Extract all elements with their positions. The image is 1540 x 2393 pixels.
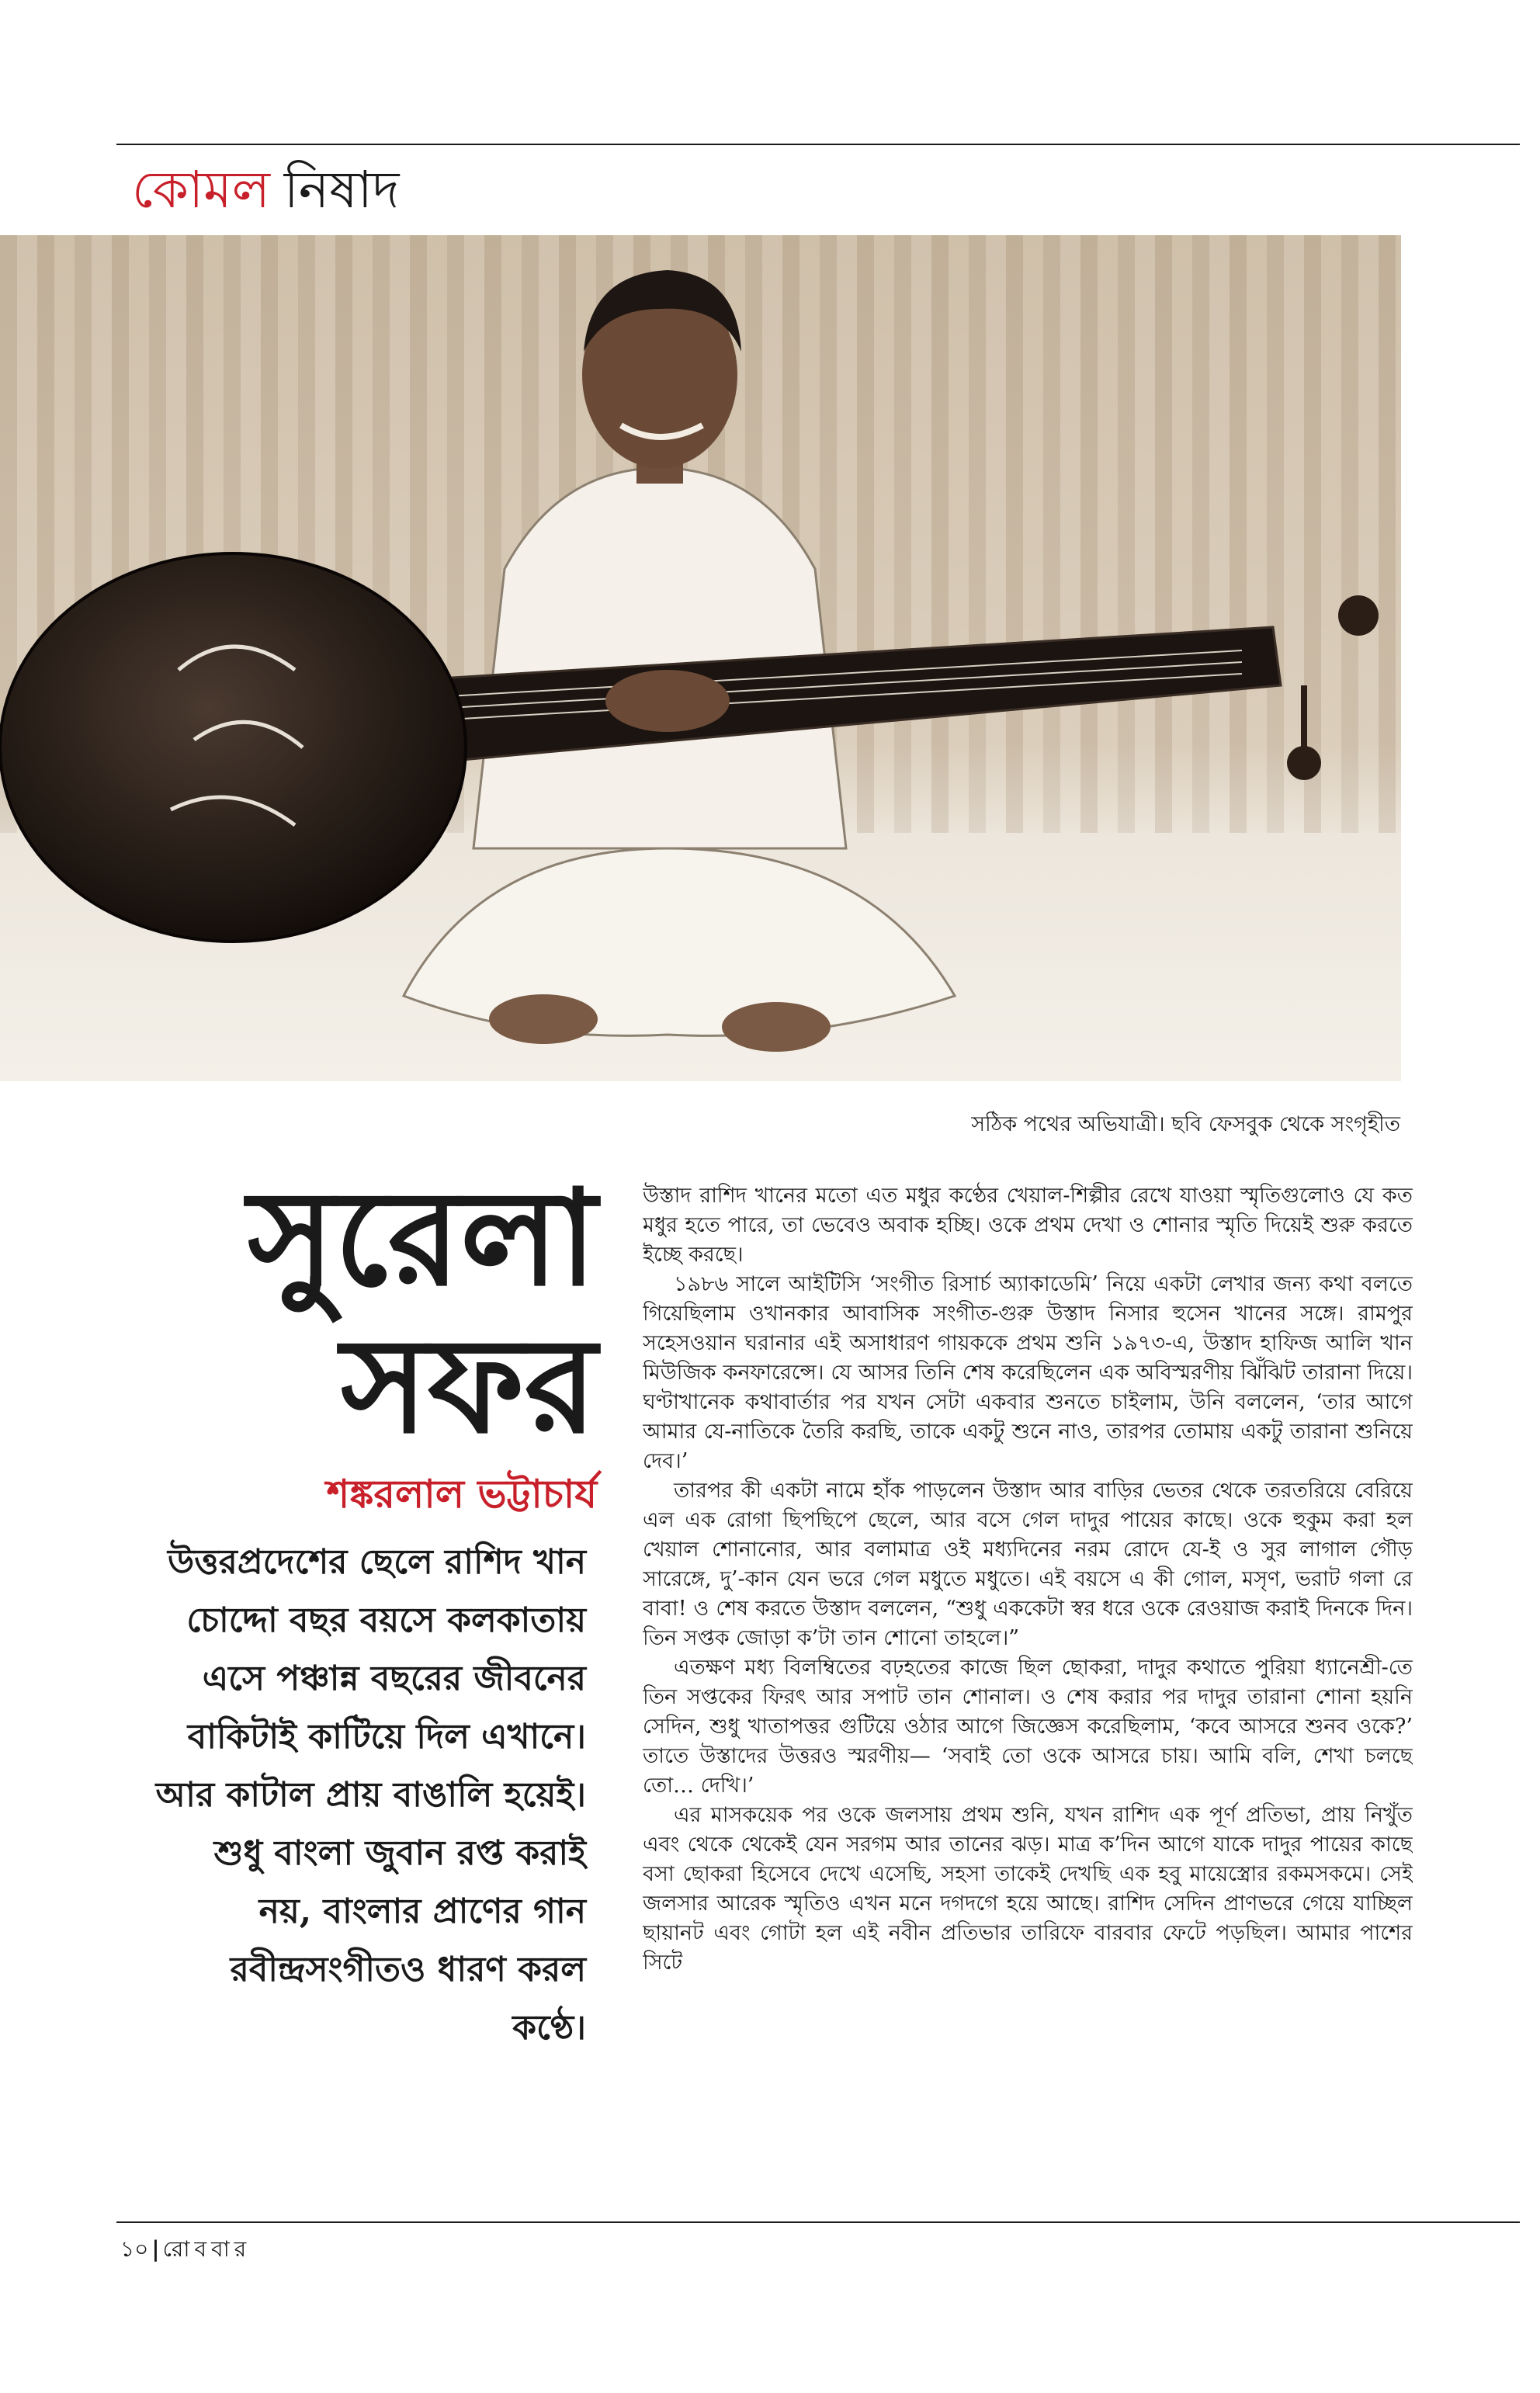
section-heading-red: কোমল: [132, 160, 270, 220]
article-title: [247, 1160, 597, 1463]
body-paragraph-1: উস্তাদ রাশিদ খানের মতো এত মধুর কণ্ঠের খেয়াল-শিল্পীর রেখে যাওয়া স্মৃতিগুলোও যে কত মধুর হতে পারে, তা ভেবেও অবাক হচ্ছি। ওকে প্রথম দেখা ও শোনার স্মৃতি দিয়েই শুরু করতে ইচ্ছে করছে।: [643, 1184, 1413, 1267]
right-foot-shape: [722, 1002, 831, 1052]
bottom-rule: [116, 2221, 1520, 2223]
body-paragraph-5: এর মাসকয়েক পর ওকে জলসায় প্রথম শুনি, যখন রাশিদ এক পূর্ণ প্রতিভা, প্রায় নিখুঁত এবং থেকে থেকেই যেন সরগম আর তানের ঝড়। মাত্র ক’দিন আগে যাকে দাদুর পায়ের কাছে বসা ছোকরা হিসেবে দেখে এসেছি, সহসা তাকেই দেখছি এক হবু মায়েস্ত্রোর রকমসকমে। সেই জলসার আরেক স্মৃতিও এখন মনে দগদগে হয়ে আছে। রাশিদ সেদিন প্রাণভরে গেয়ে যাচ্ছিল ছায়ানট এবং গোটা হল এই নবীন প্রতিভার তারিফে বারবার ফেটে পড়ছিল। আমার পাশের সিটে: [643, 1803, 1413, 1975]
page-number: ১০: [120, 2236, 149, 2262]
body-paragraph-2: ১৯৮৬ সালে আইটিসি ‘সংগীত রিসার্চ অ্যাকাডেমি’ নিয়ে একটা লেখার জন্য কথা বলতে গিয়েছিলাম ওখানকার আবাসিক সংগীত-গুরু উস্তাদ নিসার হুসেন খানের সঙ্গে। রামপুর সহেসওয়ান ঘরানার এই অসাধারণ গায়ককে প্রথম শুনি ১৯৭৩-এ, উস্তাদ হাফিজ আলি খান মিউজিক কনফারেন্সে। যে আসর তিনি শেষ করেছিলেন এক অবিস্মরণীয় ঝিঁঝিট তারানা দিয়ে। ঘণ্টাখানেক কথাবার্তার পর যখন সেটা একবার শুনতে চাইলাম, উনি বললেন, ‘তার আগে আমার যে-নাতিকে তৈরি করছি, তাকে একটু শুনে নাও, তারপর তোমায় একটু তারানা শুনিয়ে দেব।’: [643, 1272, 1413, 1473]
title-line-1: সুরেলা: [247, 1160, 597, 1316]
left-foot-shape: [489, 994, 598, 1044]
title-line-2: সফর: [340, 1308, 597, 1463]
article-body: [643, 1181, 1413, 2152]
tuning-peg-1: [1338, 595, 1379, 636]
magazine-name: রোববার: [162, 2236, 251, 2262]
footer-separator: |: [151, 2236, 160, 2262]
musician-with-tanpura-image: [0, 235, 1401, 1081]
tanpura-gourd-shape: [0, 553, 466, 942]
body-paragraph-3: তারপর কী একটা নামে হাঁক পাড়লেন উস্তাদ আর বাড়ির ভেতর থেকে তরতরিয়ে বেরিয়ে এল এক রোগা ছিপছিপে ছেলে, আর বসে গেল দাদুর পায়ের কাছে। ওকে হুকুম করা হল খেয়াল শোনানোর, আর বলামাত্র ওই মধ্যদিনের নরম রোদে যে-ই ও সুর লাগাল গৌড় সারেঙ্গে, দু’-কান যেন ভরে গেল মধুতে মধুতে। এই বয়সে এ কী গোল, মসৃণ, ভরাট গলা রে বাবা! ও শেষ করতে উস্তাদ বললেন, “শুধু এককেটা স্বর ধরে ওকে রেওয়াজ করাই দিনকে দিন। তিন সপ্তক জোড়া ক’টা তান শোনো তাহলে।”: [643, 1479, 1413, 1650]
body-paragraph-4: এতক্ষণ মধ্য বিলম্বিতের বঢ়হতের কাজে ছিল ছোকরা, দাদুর কথাতে পুরিয়া ধ্যানেশ্রী-তে তিন সপ্তকের ফিরৎ আর সপাট তান শোনাল। ও শেষ করার পর দাদুর তারানা শোনা হয়নি সেদিন, শুধু খাতাপত্তর গুটিয়ে ওঠার আগে জিজ্ঞেস করেছিলাম, ‘কবে আসরে শুনব ওকে?’ তাতে উস্তাদের উত্তরও স্মরণীয়— ‘সবাই তো ওকে আসরে চায়। আমি বলি, শেখা চলছে তো… দেখি।’: [643, 1656, 1413, 1798]
page-footer: [120, 2234, 251, 2265]
section-heading: [132, 155, 399, 225]
article-photo: [0, 235, 1401, 1081]
section-heading-black: নিষাদ: [283, 160, 400, 220]
photo-caption: সঠিক পথের অভিযাত্রী। ছবি ফেসবুক থেকে সংগৃহীত: [971, 1112, 1400, 1136]
hand-shape: [605, 670, 730, 732]
top-rule: [116, 144, 1520, 145]
author-byline: শঙ্করলাল ভট্টাচার্য: [326, 1471, 597, 1517]
standfirst: উত্তরপ্রদেশের ছেলে রাশিদ খান চোদ্দো বছর বয়সে কলকাতায় এসে পঞ্চান্ন বছরের জীবনের বাকিটাই কাটিয়ে দিল এখানে। আর কাটাল প্রায় বাঙালি হয়েই। শুধু বাংলা জুবান রপ্ত করাই নয়, বাংলার প্রাণের গান রবীন্দ্রসংগীতও ধারণ করল কণ্ঠে।: [155, 1542, 586, 2048]
